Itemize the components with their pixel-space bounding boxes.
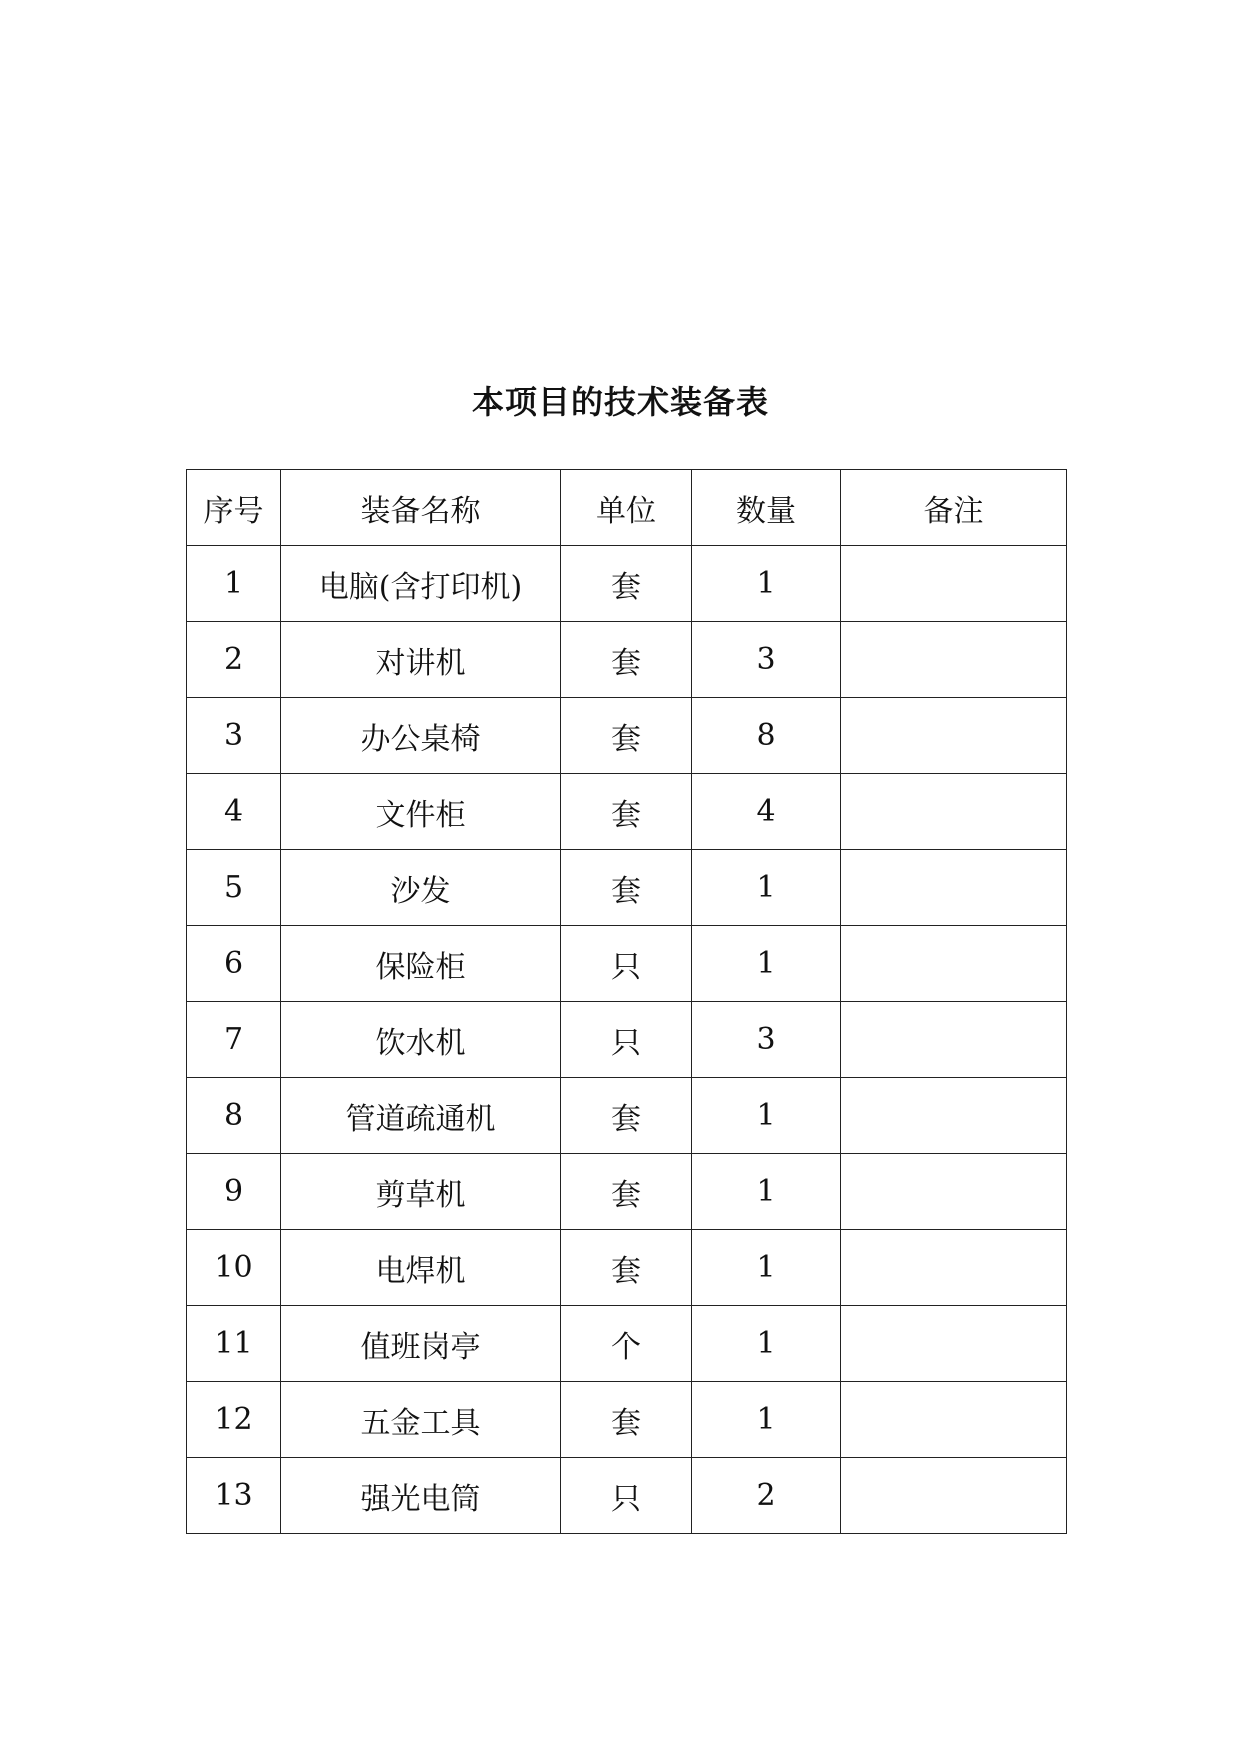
table-row [187, 698, 1067, 774]
table-row [187, 1002, 1067, 1078]
cell-index: 2 [187, 622, 281, 698]
cell-unit: 套 [561, 622, 692, 698]
table-row [187, 1154, 1067, 1230]
cell-index: 7 [187, 1002, 281, 1078]
cell-quantity: 1 [692, 1382, 841, 1458]
cell-remarks [841, 1382, 1067, 1458]
cell-remarks [841, 1002, 1067, 1078]
equipment-table [186, 469, 1067, 1534]
cell-index: 13 [187, 1458, 281, 1534]
cell-remarks [841, 1458, 1067, 1534]
cell-unit: 套 [561, 774, 692, 850]
cell-remarks [841, 774, 1067, 850]
cell-quantity: 1 [692, 1230, 841, 1306]
cell-remarks [841, 1154, 1067, 1230]
cell-index: 4 [187, 774, 281, 850]
cell-unit: 个 [561, 1306, 692, 1382]
cell-unit: 套 [561, 850, 692, 926]
table-row [187, 546, 1067, 622]
table-row [187, 850, 1067, 926]
cell-equipment-name: 办公桌椅 [281, 698, 561, 774]
table-row [187, 926, 1067, 1002]
cell-quantity: 1 [692, 926, 841, 1002]
cell-quantity: 3 [692, 1002, 841, 1078]
cell-unit: 套 [561, 698, 692, 774]
cell-unit: 套 [561, 1078, 692, 1154]
cell-index: 9 [187, 1154, 281, 1230]
table-row [187, 1306, 1067, 1382]
cell-unit: 只 [561, 926, 692, 1002]
header-unit: 单位 [561, 470, 692, 546]
cell-quantity: 1 [692, 850, 841, 926]
cell-unit: 只 [561, 1458, 692, 1534]
cell-unit: 套 [561, 1230, 692, 1306]
cell-quantity: 1 [692, 1306, 841, 1382]
table-header-row [187, 470, 1067, 546]
cell-quantity: 1 [692, 1078, 841, 1154]
cell-quantity: 2 [692, 1458, 841, 1534]
table-row [187, 1458, 1067, 1534]
cell-equipment-name: 电焊机 [281, 1230, 561, 1306]
cell-remarks [841, 546, 1067, 622]
table-body [187, 546, 1067, 1534]
cell-equipment-name: 值班岗亭 [281, 1306, 561, 1382]
cell-unit: 套 [561, 1154, 692, 1230]
cell-equipment-name: 剪草机 [281, 1154, 561, 1230]
document-title: 本项目的技术装备表 [471, 383, 769, 421]
cell-remarks [841, 1306, 1067, 1382]
table-row [187, 622, 1067, 698]
header-quantity: 数量 [692, 470, 841, 546]
cell-equipment-name: 沙发 [281, 850, 561, 926]
cell-quantity: 1 [692, 1154, 841, 1230]
cell-index: 1 [187, 546, 281, 622]
cell-remarks [841, 698, 1067, 774]
cell-quantity: 8 [692, 698, 841, 774]
cell-index: 10 [187, 1230, 281, 1306]
cell-equipment-name: 文件柜 [281, 774, 561, 850]
cell-equipment-name: 五金工具 [281, 1382, 561, 1458]
cell-remarks [841, 1078, 1067, 1154]
cell-index: 5 [187, 850, 281, 926]
header-equipment-name: 装备名称 [281, 470, 561, 546]
cell-remarks [841, 622, 1067, 698]
cell-remarks [841, 926, 1067, 1002]
table-row [187, 774, 1067, 850]
cell-remarks [841, 850, 1067, 926]
cell-index: 6 [187, 926, 281, 1002]
cell-index: 8 [187, 1078, 281, 1154]
cell-quantity: 4 [692, 774, 841, 850]
cell-equipment-name: 饮水机 [281, 1002, 561, 1078]
cell-equipment-name: 强光电筒 [281, 1458, 561, 1534]
table-row [187, 1078, 1067, 1154]
cell-unit: 套 [561, 1382, 692, 1458]
cell-index: 11 [187, 1306, 281, 1382]
cell-index: 3 [187, 698, 281, 774]
header-remarks: 备注 [841, 470, 1067, 546]
cell-equipment-name: 对讲机 [281, 622, 561, 698]
cell-equipment-name: 保险柜 [281, 926, 561, 1002]
header-index: 序号 [187, 470, 281, 546]
cell-unit: 套 [561, 546, 692, 622]
cell-unit: 只 [561, 1002, 692, 1078]
cell-index: 12 [187, 1382, 281, 1458]
cell-equipment-name: 电脑(含打印机) [281, 546, 561, 622]
cell-quantity: 1 [692, 546, 841, 622]
cell-quantity: 3 [692, 622, 841, 698]
table-row [187, 1382, 1067, 1458]
cell-remarks [841, 1230, 1067, 1306]
cell-equipment-name: 管道疏通机 [281, 1078, 561, 1154]
table-row [187, 1230, 1067, 1306]
